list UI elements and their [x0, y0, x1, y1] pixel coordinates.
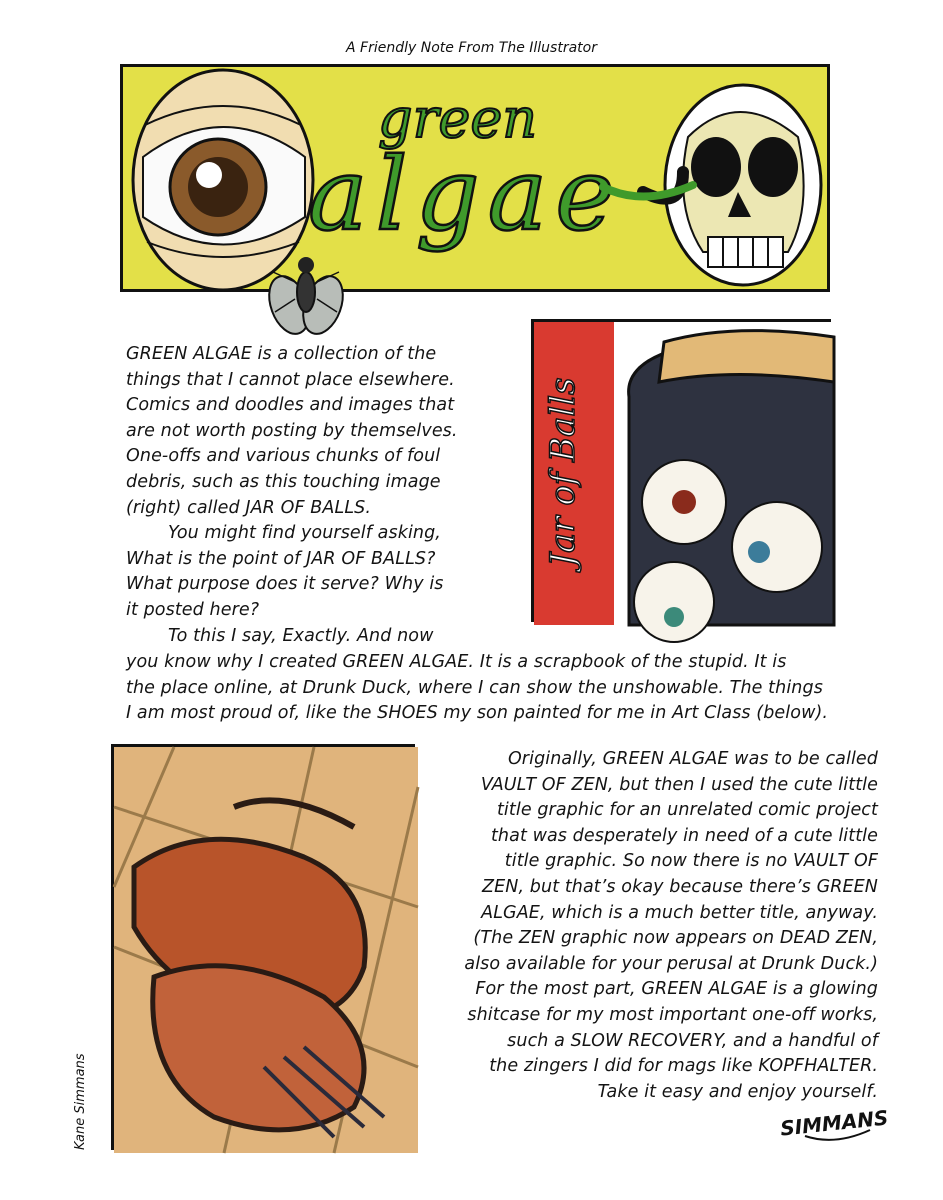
banner-word-algae: algae [308, 136, 623, 253]
text-line: title graphic for an unrelated comic project [496, 800, 878, 821]
text-line: (The ZEN graphic now appears on DEAD ZEN, [473, 928, 878, 949]
middle-paragraph [126, 650, 828, 727]
text-line: shitcase for my most important one-off works, [467, 1004, 878, 1025]
text-line: I am most proud of, like the SHOES my son painted for me in Art Class (below). [126, 703, 829, 724]
artist-credit: Kane Simmans [73, 1053, 88, 1150]
signature-text: SIMMANS [779, 1105, 890, 1141]
text-line: are not worth posting by themselves. [126, 420, 458, 441]
text-line: ZEN, but that’s okay because there’s GREEN [482, 876, 878, 897]
text-line: One-offs and various chunks of foul [126, 446, 441, 467]
text-line: you know why I created GREEN ALGAE. It is a scrapbook of the stupid. It is [126, 652, 787, 672]
jar-of-balls-image [531, 319, 831, 622]
text-line: What is the point of JAR OF BALLS? [126, 548, 436, 569]
text-line: such a SLOW RECOVERY, and a handful of [507, 1030, 878, 1051]
artist-signature [779, 1100, 890, 1148]
page-header-note: A Friendly Note From The Illustrator [346, 40, 597, 56]
title-banner [120, 64, 830, 292]
text-line: it posted here? [126, 599, 260, 620]
eyeball-illustration [133, 70, 313, 290]
jar-label: Jar of Balls [543, 377, 583, 567]
eyeball [634, 562, 714, 642]
banner-art [123, 67, 833, 327]
text-line: (right) called JAR OF BALLS. [126, 497, 372, 518]
text-line: Originally, GREEN ALGAE was to be called [507, 749, 878, 769]
text-line: You might find yourself asking, [168, 523, 441, 544]
text-line: GREEN ALGAE is a collection of the [126, 344, 437, 364]
text-line: Comics and doodles and images that [126, 395, 455, 416]
text-line: For the most part, GREEN ALGAE is a glowing [475, 979, 878, 1000]
banner-word-green: green [378, 87, 538, 150]
text-line: VAULT OF ZEN, but then I used the cute little [480, 774, 878, 795]
text-line: ALGAE, which is a much better title, anyway. [481, 902, 878, 923]
text-line: debris, such as this touching image [126, 471, 441, 492]
intro-paragraph [126, 342, 458, 649]
text-line: also available for your perusal at Drunk Duck.) [464, 953, 878, 974]
text-line: title graphic. So now there is no VAULT OF [504, 851, 878, 872]
text-line: the place online, at Drunk Duck, where I can show the unshowable. The things [126, 677, 823, 698]
closing-paragraph [400, 747, 878, 1105]
text-line: that was desperately in need of a cute little [490, 825, 878, 846]
text-line: To this I say, Exactly. And now [168, 625, 434, 646]
eyeball [732, 502, 822, 592]
text-line: Take it easy and enjoy yourself. [597, 1081, 878, 1102]
text-line: What purpose does it serve? Why is [126, 574, 444, 595]
text-line: things that I cannot place elsewhere. [126, 369, 455, 390]
painted-shoes-image [111, 744, 415, 1150]
text-line: the zingers I did for mags like KOPFHALTER. [489, 1056, 878, 1077]
